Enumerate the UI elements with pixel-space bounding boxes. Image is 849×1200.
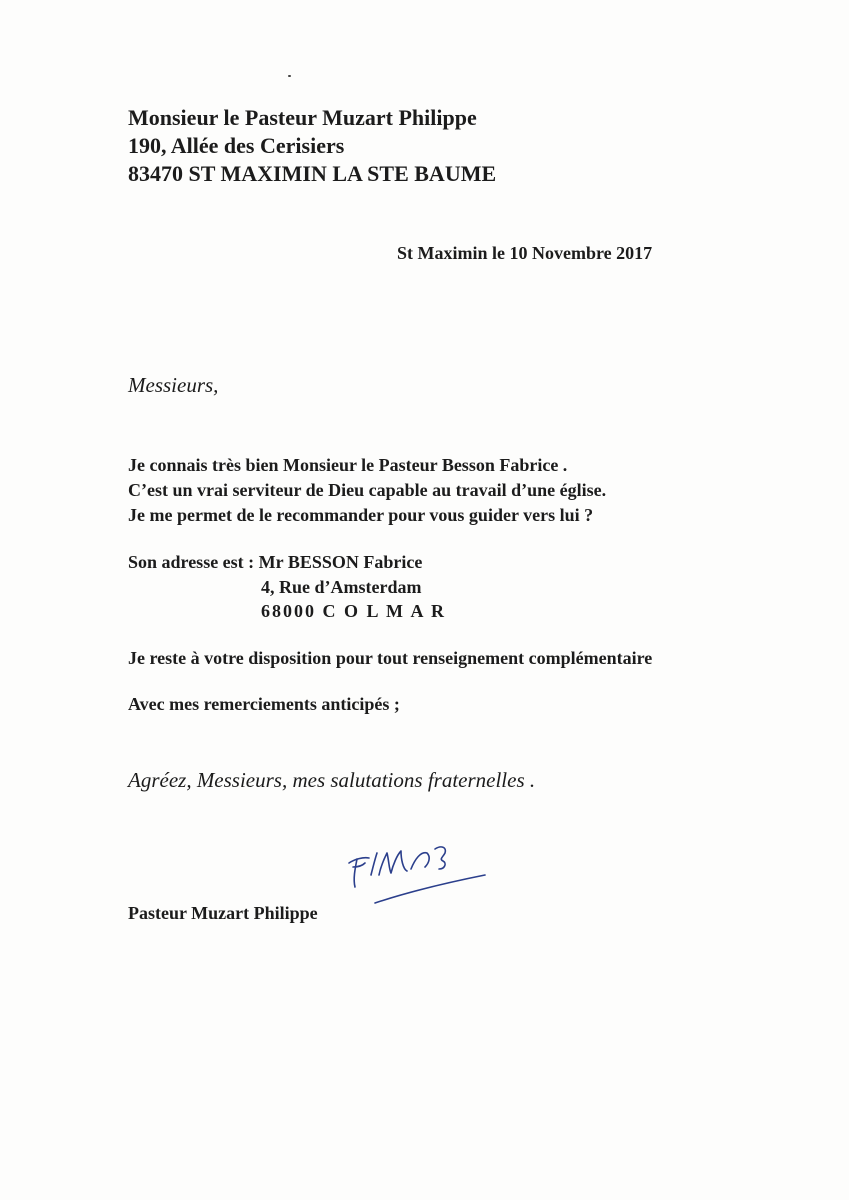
address-street: 4, Rue d’Amsterdam bbox=[261, 577, 422, 597]
sender-city: 83470 ST MAXIMIN LA STE BAUME bbox=[128, 161, 497, 186]
body-line-1: Je connais très bien Monsieur le Pasteur Besson Fabrice . bbox=[128, 455, 568, 475]
signature-strokes bbox=[349, 847, 485, 903]
salutation: Messieurs, bbox=[128, 373, 219, 397]
paper-speck bbox=[288, 75, 291, 77]
sender-name: Monsieur le Pasteur Muzart Philippe bbox=[128, 105, 477, 130]
signer-name: Pasteur Muzart Philippe bbox=[128, 903, 318, 923]
address-city: 68000 C O L M A R bbox=[261, 601, 447, 621]
thanks-line: Avec mes remerciements anticipés ; bbox=[128, 694, 400, 714]
body-line-2: C’est un vrai serviteur de Dieu capable au travail d’une église. bbox=[128, 480, 607, 500]
closing-formula: Agréez, Messieurs, mes salutations fraternelles . bbox=[128, 768, 536, 792]
availability-line: Je reste à votre disposition pour tout renseignement complémentaire bbox=[128, 648, 653, 668]
letter-date: St Maximin le 10 Novembre 2017 bbox=[397, 243, 653, 263]
handwritten-signature bbox=[335, 825, 495, 910]
sender-street: 190, Allée des Cerisiers bbox=[128, 133, 345, 158]
body-line-3: Je me permet de le recommander pour vous guider vers lui ? bbox=[128, 505, 594, 525]
address-label: Son adresse est : Mr BESSON Fabrice bbox=[128, 552, 423, 572]
